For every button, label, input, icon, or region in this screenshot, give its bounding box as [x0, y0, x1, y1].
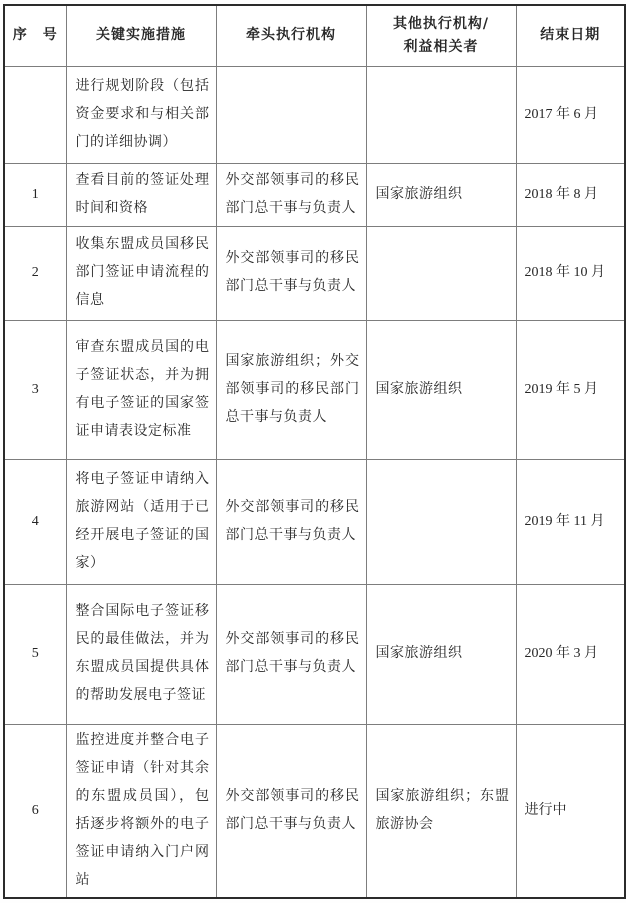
cell-lead-agency — [216, 66, 366, 163]
cell-measure: 监控进度并整合电子签证申请（针对其余的东盟成员国），包括逐步将额外的电子签证申请纳入门户网站 — [66, 724, 216, 898]
cell-other-agency: 国家旅游组织 — [366, 163, 516, 226]
header-other-agencies-line1: 其他执行机构/ — [392, 15, 490, 32]
cell-end-date: 2017 年 6 月 — [516, 66, 625, 163]
cell-end-date: 进行中 — [516, 724, 625, 898]
cell-other-agency: 国家旅游组织；东盟旅游协会 — [366, 724, 516, 898]
table-row — [4, 320, 625, 459]
cell-lead-agency: 外交部领事司的移民部门总干事与负责人 — [216, 226, 366, 320]
cell-end-date: 2019 年 11 月 — [516, 459, 625, 584]
cell-serial: 5 — [4, 584, 66, 724]
cell-measure: 将电子签证申请纳入旅游网站（适用于已经开展电子签证的国家） — [66, 459, 216, 584]
table-row — [4, 163, 625, 226]
table-header-row — [4, 5, 625, 66]
table-row — [4, 66, 625, 163]
header-end-date: 结束日期 — [516, 5, 625, 66]
cell-end-date: 2018 年 10 月 — [516, 226, 625, 320]
cell-serial: 4 — [4, 459, 66, 584]
cell-end-date: 2020 年 3 月 — [516, 584, 625, 724]
cell-other-agency — [366, 226, 516, 320]
table-row — [4, 584, 625, 724]
header-serial-number: 序 号 — [4, 5, 66, 66]
cell-lead-agency: 外交部领事司的移民部门总干事与负责人 — [216, 163, 366, 226]
cell-other-agency: 国家旅游组织 — [366, 584, 516, 724]
cell-other-agency: 国家旅游组织 — [366, 320, 516, 459]
header-lead-agency: 牵头执行机构 — [216, 5, 366, 66]
table-row — [4, 459, 625, 584]
cell-measure: 收集东盟成员国移民部门签证申请流程的信息 — [66, 226, 216, 320]
cell-serial: 1 — [4, 163, 66, 226]
cell-measure: 审查东盟成员国的电子签证状态，并为拥有电子签证的国家签证申请表设定标准 — [66, 320, 216, 459]
implementation-measures-table — [3, 4, 626, 899]
header-other-agencies — [366, 5, 516, 66]
cell-end-date: 2019 年 5 月 — [516, 320, 625, 459]
table-row — [4, 226, 625, 320]
cell-other-agency — [366, 66, 516, 163]
cell-serial — [4, 66, 66, 163]
cell-lead-agency: 外交部领事司的移民部门总干事与负责人 — [216, 584, 366, 724]
header-other-agencies-line2: 利益相关者 — [403, 38, 479, 55]
cell-measure: 整合国际电子签证移民的最佳做法，并为东盟成员国提供具体的帮助发展电子签证 — [66, 584, 216, 724]
cell-lead-agency: 外交部领事司的移民部门总干事与负责人 — [216, 724, 366, 898]
table-row — [4, 724, 625, 898]
cell-serial: 3 — [4, 320, 66, 459]
cell-measure: 进行规划阶段（包括资金要求和与相关部门的详细协调） — [66, 66, 216, 163]
cell-serial: 6 — [4, 724, 66, 898]
cell-serial: 2 — [4, 226, 66, 320]
header-key-measures: 关键实施措施 — [66, 5, 216, 66]
cell-end-date: 2018 年 8 月 — [516, 163, 625, 226]
cell-lead-agency: 国家旅游组织；外交部领事司的移民部门总干事与负责人 — [216, 320, 366, 459]
cell-measure: 查看目前的签证处理时间和资格 — [66, 163, 216, 226]
cell-lead-agency: 外交部领事司的移民部门总干事与负责人 — [216, 459, 366, 584]
cell-other-agency — [366, 459, 516, 584]
